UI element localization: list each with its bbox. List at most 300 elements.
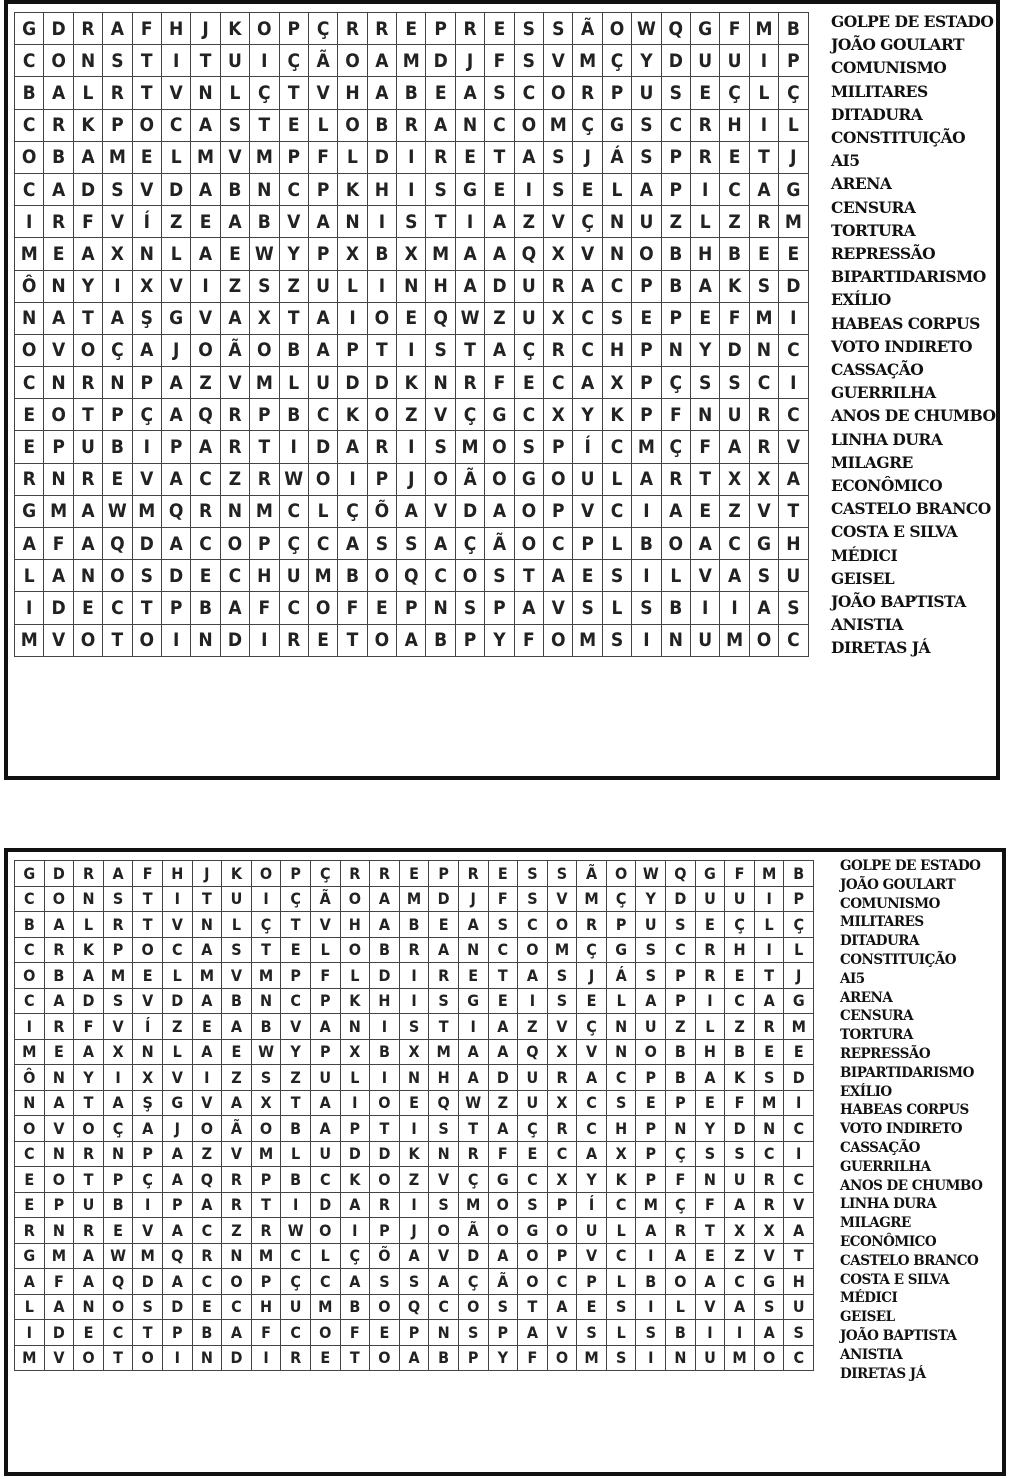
grid-cell: Ç bbox=[661, 431, 690, 463]
grid-cell: A bbox=[191, 109, 220, 141]
grid-row bbox=[15, 1167, 814, 1193]
grid-cell: A bbox=[749, 173, 778, 205]
grid-cell: K bbox=[340, 988, 370, 1014]
grid-row bbox=[15, 334, 809, 366]
grid-cell: E bbox=[15, 431, 44, 463]
grid-cell: I bbox=[15, 1320, 45, 1346]
grid-cell: A bbox=[220, 302, 249, 334]
grid-cell: F bbox=[251, 1320, 281, 1346]
grid-row bbox=[15, 109, 809, 141]
grid-cell: C bbox=[281, 988, 311, 1014]
grid-cell: E bbox=[695, 912, 725, 938]
grid-cell: Y bbox=[488, 1345, 518, 1371]
grid-cell: A bbox=[577, 1065, 607, 1091]
grid-cell: A bbox=[132, 334, 161, 366]
grid-cell: C bbox=[15, 1141, 45, 1167]
grid-cell: M bbox=[429, 1039, 459, 1065]
grid-cell: E bbox=[573, 560, 602, 592]
grid-cell: D bbox=[44, 592, 73, 624]
grid-cell: O bbox=[338, 45, 367, 77]
word-list-item: MÉDICI bbox=[831, 545, 898, 565]
grid-cell: A bbox=[367, 45, 396, 77]
grid-cell: M bbox=[455, 431, 484, 463]
grid-cell: T bbox=[429, 1014, 459, 1040]
grid-cell: N bbox=[338, 206, 367, 238]
grid-cell: S bbox=[632, 109, 661, 141]
grid-cell: U bbox=[577, 1218, 607, 1244]
grid-cell: U bbox=[308, 367, 337, 399]
grid-cell: Õ bbox=[370, 1243, 400, 1269]
grid-cell: A bbox=[488, 1039, 518, 1065]
word-list-item: JOÃO BAPTISTA bbox=[831, 592, 966, 612]
grid-cell: O bbox=[367, 560, 396, 592]
grid-cell: P bbox=[429, 861, 459, 887]
grid-cell: S bbox=[429, 1116, 459, 1142]
grid-cell: O bbox=[310, 1218, 340, 1244]
grid-cell: Y bbox=[690, 334, 719, 366]
grid-cell: O bbox=[514, 495, 543, 527]
grid-cell: A bbox=[695, 1065, 725, 1091]
grid-cell: N bbox=[606, 1039, 636, 1065]
grid-cell: P bbox=[661, 302, 690, 334]
grid-cell: O bbox=[15, 334, 44, 366]
grid-cell: N bbox=[15, 302, 44, 334]
grid-cell: G bbox=[458, 988, 488, 1014]
grid-cell: O bbox=[15, 963, 45, 989]
word-list-item: ANOS DE CHUMBO bbox=[831, 406, 996, 426]
grid-cell: F bbox=[250, 592, 279, 624]
grid-cell: Q bbox=[429, 1090, 459, 1116]
grid-cell: C bbox=[573, 302, 602, 334]
grid-cell: S bbox=[103, 988, 133, 1014]
grid-cell: P bbox=[632, 270, 661, 302]
grid-cell: T bbox=[251, 1192, 281, 1218]
word-list-item: MÉDICI bbox=[840, 1290, 898, 1307]
grid-cell: M bbox=[573, 45, 602, 77]
grid-cell: I bbox=[725, 1320, 755, 1346]
grid-cell: L bbox=[784, 937, 814, 963]
word-list-item: COSTA E SILVA bbox=[831, 522, 958, 542]
grid-cell: M bbox=[749, 302, 778, 334]
grid-cell: L bbox=[220, 77, 249, 109]
grid-cell: C bbox=[661, 109, 690, 141]
grid-cell: E bbox=[577, 1294, 607, 1320]
grid-cell: C bbox=[485, 109, 514, 141]
grid-cell: O bbox=[488, 1218, 518, 1244]
grid-cell: S bbox=[132, 560, 161, 592]
grid-cell: T bbox=[74, 1167, 104, 1193]
grid-cell: V bbox=[310, 912, 340, 938]
grid-cell: F bbox=[310, 963, 340, 989]
grid-cell: A bbox=[44, 912, 74, 938]
grid-cell: V bbox=[220, 367, 249, 399]
grid-cell: B bbox=[367, 109, 396, 141]
grid-cell: U bbox=[695, 886, 725, 912]
grid-cell: E bbox=[15, 399, 44, 431]
grid-cell: A bbox=[370, 886, 400, 912]
grid-cell: S bbox=[749, 270, 778, 302]
grid-cell: U bbox=[281, 1294, 311, 1320]
grid-cell: Ç bbox=[784, 912, 814, 938]
grid-cell: S bbox=[636, 963, 666, 989]
grid-cell: C bbox=[15, 45, 44, 77]
grid-cell: S bbox=[544, 173, 573, 205]
grid-cell: I bbox=[103, 1065, 133, 1091]
grid-cell: L bbox=[606, 1269, 636, 1295]
grid-cell: D bbox=[162, 988, 192, 1014]
grid-cell: H bbox=[340, 912, 370, 938]
grid-cell: S bbox=[518, 1192, 548, 1218]
grid-cell: M bbox=[44, 1243, 74, 1269]
grid-cell: C bbox=[573, 334, 602, 366]
grid-cell: E bbox=[784, 1039, 814, 1065]
grid-cell: P bbox=[784, 886, 814, 912]
grid-cell: E bbox=[74, 1320, 104, 1346]
word-list-item: ECONÔMICO bbox=[831, 476, 943, 496]
grid-row bbox=[15, 141, 809, 173]
grid-cell: B bbox=[666, 1065, 696, 1091]
word-list-item: DIRETAS JÁ bbox=[840, 1365, 926, 1382]
grid-cell: P bbox=[779, 45, 808, 77]
grid-cell: A bbox=[308, 334, 337, 366]
grid-cell: Q bbox=[162, 1243, 192, 1269]
grid-cell: O bbox=[544, 624, 573, 656]
grid-cell: T bbox=[426, 206, 455, 238]
grid-cell: U bbox=[632, 77, 661, 109]
grid-cell: T bbox=[103, 1345, 133, 1371]
grid-cell: Z bbox=[666, 1014, 696, 1040]
grid-cell: S bbox=[103, 886, 133, 912]
grid-cell: N bbox=[73, 45, 102, 77]
grid-cell: F bbox=[695, 1192, 725, 1218]
grid-cell: S bbox=[784, 1320, 814, 1346]
word-list-item: GUERRILHA bbox=[840, 1158, 931, 1175]
grid-cell: L bbox=[661, 560, 690, 592]
grid-cell: O bbox=[547, 1345, 577, 1371]
grid-cell: U bbox=[310, 1141, 340, 1167]
grid-cell: P bbox=[250, 528, 279, 560]
grid-cell: Z bbox=[279, 270, 308, 302]
grid-cell: H bbox=[720, 109, 749, 141]
grid-cell: A bbox=[338, 528, 367, 560]
grid-cell: K bbox=[399, 1141, 429, 1167]
grid-cell: S bbox=[251, 1065, 281, 1091]
grid-cell: A bbox=[720, 560, 749, 592]
grid-cell: W bbox=[103, 1243, 133, 1269]
grid-cell: Z bbox=[485, 302, 514, 334]
grid-cell: A bbox=[192, 1039, 222, 1065]
grid-cell: N bbox=[44, 1065, 74, 1091]
grid-cell: A bbox=[308, 206, 337, 238]
grid-cell: V bbox=[308, 77, 337, 109]
grid-cell: A bbox=[133, 1116, 163, 1142]
grid-cell: C bbox=[161, 109, 190, 141]
grid-cell: T bbox=[455, 334, 484, 366]
grid-cell: H bbox=[161, 13, 190, 45]
grid-cell: Ç bbox=[514, 334, 543, 366]
grid-cell: S bbox=[518, 861, 548, 887]
grid-cell: O bbox=[44, 886, 74, 912]
grid-cell: A bbox=[485, 334, 514, 366]
grid-cell: S bbox=[754, 1294, 784, 1320]
grid-cell: E bbox=[222, 1039, 252, 1065]
grid-cell: S bbox=[458, 1320, 488, 1346]
grid-cell: G bbox=[15, 861, 45, 887]
grid-cell: N bbox=[695, 1167, 725, 1193]
grid-cell: Ç bbox=[279, 528, 308, 560]
grid-cell: A bbox=[397, 495, 426, 527]
grid-cell: E bbox=[44, 1039, 74, 1065]
grid-cell: C bbox=[602, 431, 631, 463]
grid-cell: A bbox=[220, 592, 249, 624]
grid-cell: V bbox=[279, 206, 308, 238]
grid-cell: H bbox=[690, 238, 719, 270]
grid-cell: Á bbox=[606, 963, 636, 989]
grid-cell: L bbox=[695, 1014, 725, 1040]
grid-cell: S bbox=[636, 1320, 666, 1346]
grid-cell: S bbox=[602, 560, 631, 592]
word-list-item: DITADURA bbox=[831, 104, 923, 124]
grid-cell: R bbox=[749, 431, 778, 463]
grid-cell: F bbox=[73, 206, 102, 238]
grid-cell: A bbox=[73, 528, 102, 560]
word-list-item: JOÃO GOULART bbox=[840, 876, 956, 893]
grid-cell: A bbox=[192, 988, 222, 1014]
grid-cell: Z bbox=[222, 1218, 252, 1244]
grid-cell: A bbox=[162, 1167, 192, 1193]
grid-cell: O bbox=[220, 528, 249, 560]
grid-cell: R bbox=[338, 13, 367, 45]
grid-cell: E bbox=[370, 1320, 400, 1346]
grid-cell: C bbox=[606, 1243, 636, 1269]
grid-cell: E bbox=[636, 1090, 666, 1116]
grid-cell: I bbox=[370, 1014, 400, 1040]
grid-row bbox=[15, 173, 809, 205]
grid-cell: R bbox=[690, 141, 719, 173]
grid-cell: I bbox=[784, 1090, 814, 1116]
grid-cell: V bbox=[547, 1014, 577, 1040]
grid-cell: O bbox=[222, 1269, 252, 1295]
grid-cell: A bbox=[488, 1243, 518, 1269]
grid-cell: R bbox=[250, 463, 279, 495]
grid-row bbox=[15, 988, 814, 1014]
grid-cell: N bbox=[220, 495, 249, 527]
grid-cell: A bbox=[455, 238, 484, 270]
grid-cell: L bbox=[602, 463, 631, 495]
grid-cell: R bbox=[279, 624, 308, 656]
grid-cell: O bbox=[15, 141, 44, 173]
word-list-item: GOLPE DE ESTADO bbox=[840, 858, 981, 874]
grid-cell: A bbox=[44, 988, 74, 1014]
grid-row bbox=[15, 528, 809, 560]
word-list-item: CENSURA bbox=[840, 1008, 914, 1025]
grid-cell: A bbox=[44, 302, 73, 334]
grid-cell: A bbox=[44, 173, 73, 205]
grid-cell: P bbox=[251, 1269, 281, 1295]
grid-cell: E bbox=[754, 1039, 784, 1065]
grid-cell: I bbox=[250, 45, 279, 77]
grid-cell: S bbox=[220, 109, 249, 141]
grid-cell: J bbox=[399, 1218, 429, 1244]
grid-cell: B bbox=[222, 988, 252, 1014]
grid-cell: M bbox=[632, 431, 661, 463]
grid-cell: C bbox=[784, 1116, 814, 1142]
grid-cell: V bbox=[544, 592, 573, 624]
grid-cell: U bbox=[573, 463, 602, 495]
grid-row bbox=[15, 937, 814, 963]
grid-cell: L bbox=[161, 238, 190, 270]
grid-cell: A bbox=[573, 367, 602, 399]
grid-cell: G bbox=[779, 173, 808, 205]
grid-cell: D bbox=[132, 528, 161, 560]
grid-cell: A bbox=[367, 77, 396, 109]
grid-cell: N bbox=[44, 1141, 74, 1167]
grid-cell: E bbox=[720, 141, 749, 173]
grid-cell: I bbox=[397, 141, 426, 173]
grid-cell: V bbox=[754, 1243, 784, 1269]
grid-cell: S bbox=[547, 963, 577, 989]
word-list-item: GUERRILHA bbox=[831, 383, 936, 403]
grid-cell: Ã bbox=[488, 1269, 518, 1295]
grid-cell: V bbox=[577, 1243, 607, 1269]
grid-cell: V bbox=[222, 1141, 252, 1167]
grid-cell: A bbox=[161, 399, 190, 431]
grid-cell: E bbox=[779, 238, 808, 270]
grid-cell: B bbox=[661, 238, 690, 270]
grid-row bbox=[15, 270, 809, 302]
grid-cell: I bbox=[397, 173, 426, 205]
grid-cell: Y bbox=[636, 886, 666, 912]
grid-cell: L bbox=[340, 963, 370, 989]
grid-cell: A bbox=[73, 495, 102, 527]
grid-cell: V bbox=[161, 270, 190, 302]
grid-cell: A bbox=[370, 912, 400, 938]
word-list bbox=[840, 857, 982, 1383]
grid-cell: W bbox=[103, 495, 132, 527]
grid-cell: L bbox=[310, 937, 340, 963]
grid-cell: J bbox=[397, 463, 426, 495]
grid-cell: A bbox=[397, 624, 426, 656]
grid-cell: O bbox=[485, 431, 514, 463]
grid-row bbox=[15, 463, 809, 495]
grid-row bbox=[15, 1065, 814, 1091]
grid-cell: P bbox=[367, 463, 396, 495]
grid-cell: V bbox=[690, 560, 719, 592]
grid-cell: A bbox=[636, 1218, 666, 1244]
grid-cell: B bbox=[103, 1192, 133, 1218]
grid-cell: P bbox=[103, 1167, 133, 1193]
grid-row bbox=[15, 624, 809, 656]
grid-cell: Z bbox=[725, 1243, 755, 1269]
grid-cell: M bbox=[720, 624, 749, 656]
grid-cell: A bbox=[725, 1294, 755, 1320]
grid-cell: P bbox=[308, 238, 337, 270]
grid-cell: D bbox=[220, 624, 249, 656]
grid-cell: G bbox=[15, 1243, 45, 1269]
grid-cell: B bbox=[426, 624, 455, 656]
grid-cell: O bbox=[103, 1294, 133, 1320]
grid-cell: R bbox=[577, 912, 607, 938]
grid-cell: M bbox=[132, 495, 161, 527]
grid-cell: R bbox=[458, 861, 488, 887]
grid-cell: B bbox=[279, 399, 308, 431]
grid-cell: S bbox=[488, 912, 518, 938]
grid-cell: I bbox=[15, 1014, 45, 1040]
grid-cell: N bbox=[73, 560, 102, 592]
grid-cell: B bbox=[191, 592, 220, 624]
grid-cell: M bbox=[725, 1345, 755, 1371]
grid-cell: S bbox=[514, 13, 543, 45]
grid-cell: O bbox=[73, 334, 102, 366]
grid-cell: B bbox=[15, 77, 44, 109]
grid-cell: A bbox=[15, 1269, 45, 1295]
grid-cell: Q bbox=[518, 1039, 548, 1065]
grid-cell: K bbox=[73, 109, 102, 141]
grid-cell: O bbox=[602, 13, 631, 45]
grid-cell: C bbox=[547, 1269, 577, 1295]
grid-cell: E bbox=[514, 367, 543, 399]
grid-row bbox=[15, 495, 809, 527]
grid-cell: R bbox=[281, 1345, 311, 1371]
grid-cell: T bbox=[488, 963, 518, 989]
grid-cell: N bbox=[192, 912, 222, 938]
grid-cell: M bbox=[15, 624, 44, 656]
grid-cell: V bbox=[161, 77, 190, 109]
grid-cell: N bbox=[251, 988, 281, 1014]
word-list-item: TORTURA bbox=[840, 1027, 913, 1044]
word-list-item: GEISEL bbox=[831, 568, 895, 588]
grid-cell: C bbox=[488, 937, 518, 963]
grid-cell: M bbox=[103, 141, 132, 173]
grid-cell: N bbox=[602, 206, 631, 238]
grid-cell: C bbox=[15, 988, 45, 1014]
grid-cell: V bbox=[162, 912, 192, 938]
grid-cell: A bbox=[754, 988, 784, 1014]
grid-cell: V bbox=[222, 963, 252, 989]
grid-cell: Ç bbox=[310, 861, 340, 887]
grid-cell: C bbox=[103, 592, 132, 624]
grid-cell: O bbox=[250, 334, 279, 366]
grid-cell: Z bbox=[220, 463, 249, 495]
grid-cell: A bbox=[690, 270, 719, 302]
grid-cell: C bbox=[310, 1269, 340, 1295]
grid-cell: X bbox=[720, 463, 749, 495]
grid-cell: M bbox=[426, 238, 455, 270]
grid-cell: B bbox=[370, 1039, 400, 1065]
grid-cell: N bbox=[44, 1218, 74, 1244]
grid-cell: C bbox=[281, 1320, 311, 1346]
grid-cell: E bbox=[281, 937, 311, 963]
grid-cell: A bbox=[518, 1320, 548, 1346]
grid-cell: M bbox=[103, 963, 133, 989]
grid-cell: I bbox=[279, 431, 308, 463]
grid-cell: Ç bbox=[250, 77, 279, 109]
grid-cell: P bbox=[636, 1141, 666, 1167]
grid-cell: R bbox=[429, 963, 459, 989]
grid-cell: I bbox=[636, 1294, 666, 1320]
grid-cell: P bbox=[132, 367, 161, 399]
word-list-item: ANISTIA bbox=[831, 615, 903, 635]
grid-cell: Ç bbox=[573, 109, 602, 141]
grid-cell: B bbox=[251, 1014, 281, 1040]
grid-cell: Ç bbox=[133, 1167, 163, 1193]
grid-cell: C bbox=[308, 399, 337, 431]
grid-cell: P bbox=[279, 13, 308, 45]
grid-cell: B bbox=[720, 238, 749, 270]
grid-cell: E bbox=[399, 861, 429, 887]
grid-cell: E bbox=[577, 988, 607, 1014]
grid-cell: Y bbox=[279, 238, 308, 270]
